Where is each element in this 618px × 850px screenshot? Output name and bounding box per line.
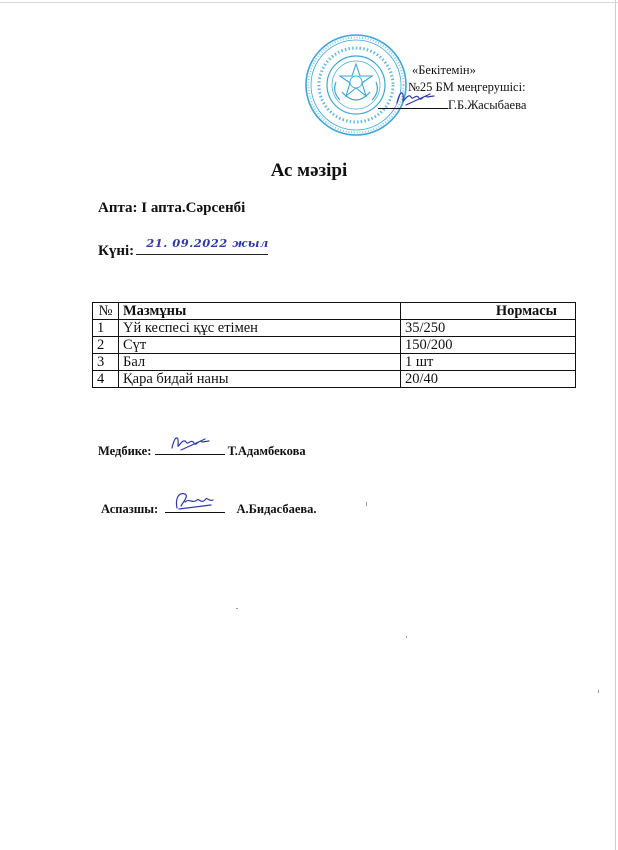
header-content: Мазмұны [119,303,401,320]
table-row [93,320,576,337]
row-norm: 1 шт [401,354,576,371]
row-content: Қара бидай наны [119,371,401,388]
approval-position: №25 БМ меңгерушісі: [408,80,526,94]
approval-signature-line [378,96,448,109]
approval-title: «Бекітемін» [412,63,476,77]
scan-edge-top [0,2,618,3]
row-number: 2 [93,337,119,354]
page-title: Ас мәзірі [270,160,348,181]
nurse-signature-line [155,442,225,455]
row-content: Үй кеспесі құс етімен [119,320,401,337]
day-fill-line [136,238,268,255]
week-line [98,200,245,217]
header-number: № [93,303,119,320]
row-norm: 150/200 [401,337,576,354]
row-number: 1 [93,320,119,337]
row-content: Сүт [119,337,401,354]
cook-label: Аспазшы: [101,502,159,516]
approval-name: Г.Б.Жасыбаева [448,98,527,112]
week-value: I апта.Сәрсенбі [141,200,246,216]
row-content: Бал [119,354,401,371]
row-number: 4 [93,371,119,388]
table-row [93,371,576,388]
official-seal-icon [302,30,410,140]
handwritten-date: 21. 09.2022 жыл [146,236,269,250]
scan-speck [366,502,367,506]
scan-speck [406,636,407,638]
header-norm: Нормасы [401,303,576,320]
approval-block [408,62,526,114]
cook-name: А.Бидасбаева. [236,502,317,516]
menu-table [92,302,576,388]
nurse-label: Медбике: [98,444,152,458]
table-row [93,354,576,371]
cook-signature-row [101,500,317,517]
day-line [98,238,268,260]
day-label: Күні: [98,243,135,259]
nurse-name: Т.Адамбекова [227,444,306,458]
table-row [93,337,576,354]
row-norm: 35/250 [401,320,576,337]
nurse-signature-icon [169,433,215,453]
cook-signature-icon [171,490,219,512]
cook-signature-line [165,500,225,513]
scan-edge-right [615,0,616,850]
scan-speck [598,690,599,693]
approval-signature-row [378,96,526,114]
table-header-row [93,303,576,320]
week-label: Апта: [98,200,138,216]
director-signature-icon [394,88,440,108]
scan-speck [236,608,238,609]
row-norm: 20/40 [401,371,576,388]
row-number: 3 [93,354,119,371]
nurse-signature-row [98,442,306,459]
